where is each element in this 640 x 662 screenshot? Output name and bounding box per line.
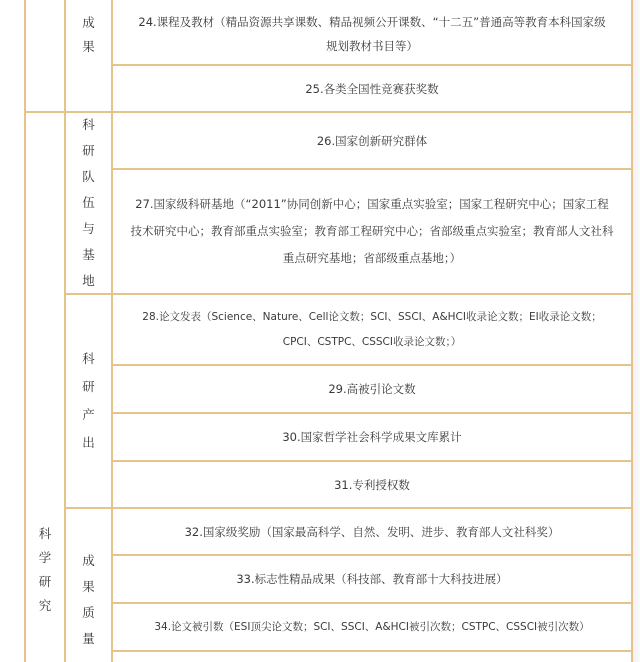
indicator-row-27: 27.国家级科研基地（“2011”协同创新中心；国家重点实验室；国家工程研究中心；国家工程 技术研究中心；教育部重点实验室；教育部工程研究中心；省部级重点实验室；教育部人文社科 重点研究基地；省部级重点基地；）	[130, 197, 614, 265]
indicator-row-29: 29.高被引论文数	[328, 382, 416, 396]
category-output-quality: 成 果 质 量	[82, 553, 95, 646]
grid-line	[111, 650, 633, 652]
indicator-row-30: 30.国家哲学社会科学成果文库累计	[282, 430, 462, 444]
indicator-row-32: 32.国家级奖励（国家最高科学、自然、发明、进步、教育部人文社科奖）	[184, 524, 560, 539]
indicator-row-34: 34.论文被引数（ESI顶尖论文数；SCI、SSCI、A&HCI被引次数；CSTPC、CSSCI被引次数）	[154, 621, 590, 633]
category-scientific-research: 科 学 研 究	[38, 526, 52, 613]
category-research-team-and-base: 科 研 队 伍 与 基 地	[82, 117, 95, 288]
indicator-row-24: 24.课程及教材（精品资源共享课数、精品视频公开课数、“十二五”普通高等教育本科国家级 规划教材书目等）	[138, 15, 606, 53]
category-research-output: 科 研 产 出	[82, 351, 95, 450]
indicator-row-31: 31.专利授权数	[334, 477, 410, 492]
indicator-row-26: 26.国家创新研究群体	[316, 133, 428, 148]
grid-line	[631, 0, 633, 662]
indicator-row-25: 25.各类全国性竞赛获奖数	[305, 81, 439, 96]
indicator-row-33: 33.标志性精品成果（科技部、教育部十大科技进展）	[236, 572, 508, 586]
indicator-row-28: 28.论文发表（Science、Nature、Cell论文数；SCI、SSCI、A&HCI收录论文数；EI收录论文数； CPCI、CSTPC、CSSCI收录论文数；）	[142, 310, 602, 348]
page-edge	[632, 0, 640, 662]
category-cheng-guo-top: 成 果	[82, 15, 95, 54]
